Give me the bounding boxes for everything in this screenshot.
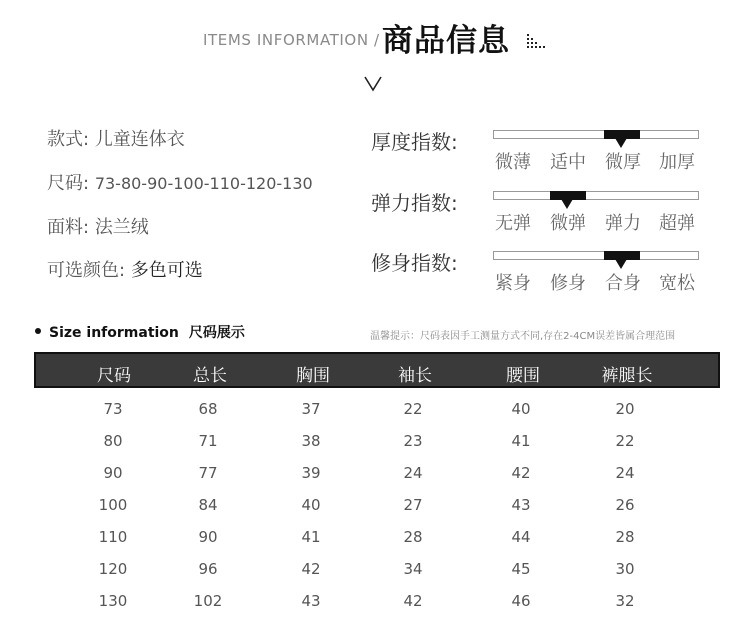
table-cell: 80 (103, 432, 123, 450)
table-cell: 77 (198, 464, 218, 482)
table-cell: 45 (511, 560, 531, 578)
table-cell: 68 (198, 400, 218, 418)
thickness-option: 加厚 (659, 152, 695, 173)
chevron-down-icon (364, 76, 382, 92)
fabric-row (47, 213, 149, 239)
style-row (47, 125, 185, 151)
table-cell: 28 (615, 528, 635, 546)
table-cell: 41 (511, 432, 531, 450)
table-cell: 43 (301, 592, 321, 610)
fit-option: 宽松 (659, 273, 695, 294)
table-cell: 41 (301, 528, 321, 546)
elasticity-marker (561, 199, 573, 209)
table-cell: 42 (403, 592, 423, 610)
size-notice: 温馨提示：尺码表因手工测量方式不同,存在2-4CM误差皆属合理范围 (370, 331, 676, 342)
elasticity-option: 无弹 (495, 213, 531, 234)
thickness-marker (615, 138, 627, 148)
table-cell: 43 (511, 496, 531, 514)
elasticity-option: 弹力 (605, 213, 641, 234)
table-cell: 42 (301, 560, 321, 578)
elasticity-bar (493, 191, 699, 200)
size-info-title-zh: 尺码展示 (188, 325, 245, 341)
thickness-bar (493, 130, 699, 139)
elasticity-option: 超弹 (659, 213, 695, 234)
table-cell: 120 (98, 560, 128, 578)
table-cell: 22 (403, 400, 423, 418)
color-label: 可选颜色: (47, 260, 126, 281)
header-en-title: ITEMS INFORMATION / (203, 31, 380, 49)
table-cell: 130 (98, 592, 128, 610)
fit-option: 修身 (550, 273, 586, 294)
table-cell: 28 (403, 528, 423, 546)
table-cell: 102 (193, 592, 223, 610)
table-cell: 44 (511, 528, 531, 546)
table-header (34, 352, 720, 388)
thickness-option: 微厚 (605, 152, 641, 173)
size-info-heading (35, 322, 245, 342)
table-cell: 40 (301, 496, 321, 514)
table-cell: 71 (198, 432, 218, 450)
table-cell: 38 (301, 432, 321, 450)
color-row (47, 256, 203, 282)
fabric-label: 面料: (47, 217, 90, 238)
table-cell: 84 (198, 496, 218, 514)
table-cell: 40 (511, 400, 531, 418)
size-value: 73-80-90-100-110-120-130 (94, 174, 313, 193)
fit-option: 合身 (605, 273, 641, 294)
fabric-value: 法兰绒 (94, 217, 149, 238)
elasticity-option: 微弹 (550, 213, 586, 234)
fit-marker (615, 259, 627, 269)
table-cell: 27 (403, 496, 423, 514)
style-value: 儿童连体衣 (94, 129, 185, 150)
table-cell: 22 (615, 432, 635, 450)
size-label: 尺码: (47, 173, 90, 194)
size-info-title-en: Size information (49, 325, 179, 341)
table-cell: 90 (103, 464, 123, 482)
header-zh-title: 商品信息 (382, 23, 510, 59)
table-cell: 26 (615, 496, 635, 514)
table-cell: 73 (103, 400, 123, 418)
column-header: 裤腿长 (601, 366, 653, 386)
table-cell: 110 (98, 528, 128, 546)
thickness-option: 微薄 (495, 152, 531, 173)
fit-label: 修身指数: (371, 251, 458, 275)
table-cell: 46 (511, 592, 531, 610)
style-label: 款式: (47, 129, 90, 150)
fit-bar (493, 251, 699, 260)
table-cell: 24 (403, 464, 423, 482)
table-cell: 24 (615, 464, 635, 482)
color-value: 多色可选 (130, 260, 203, 281)
column-header: 胸围 (296, 366, 330, 386)
table-cell: 37 (301, 400, 321, 418)
table-cell: 42 (511, 464, 531, 482)
dots-decoration-icon (527, 34, 545, 48)
table-cell: 30 (615, 560, 635, 578)
size-row (47, 169, 313, 195)
elasticity-label: 弹力指数: (371, 191, 458, 215)
table-cell: 23 (403, 432, 423, 450)
thickness-label: 厚度指数: (371, 130, 458, 154)
table-cell: 90 (198, 528, 218, 546)
table-cell: 32 (615, 592, 635, 610)
bullet-icon (35, 328, 41, 334)
column-header: 腰围 (506, 366, 540, 386)
column-header: 总长 (193, 366, 227, 386)
fit-option: 紧身 (495, 273, 531, 294)
column-header: 袖长 (398, 366, 432, 386)
thickness-option: 适中 (550, 152, 586, 173)
column-header: 尺码 (97, 366, 131, 386)
table-cell: 100 (98, 496, 128, 514)
table-cell: 96 (198, 560, 218, 578)
table-cell: 20 (615, 400, 635, 418)
table-cell: 34 (403, 560, 423, 578)
table-cell: 39 (301, 464, 321, 482)
